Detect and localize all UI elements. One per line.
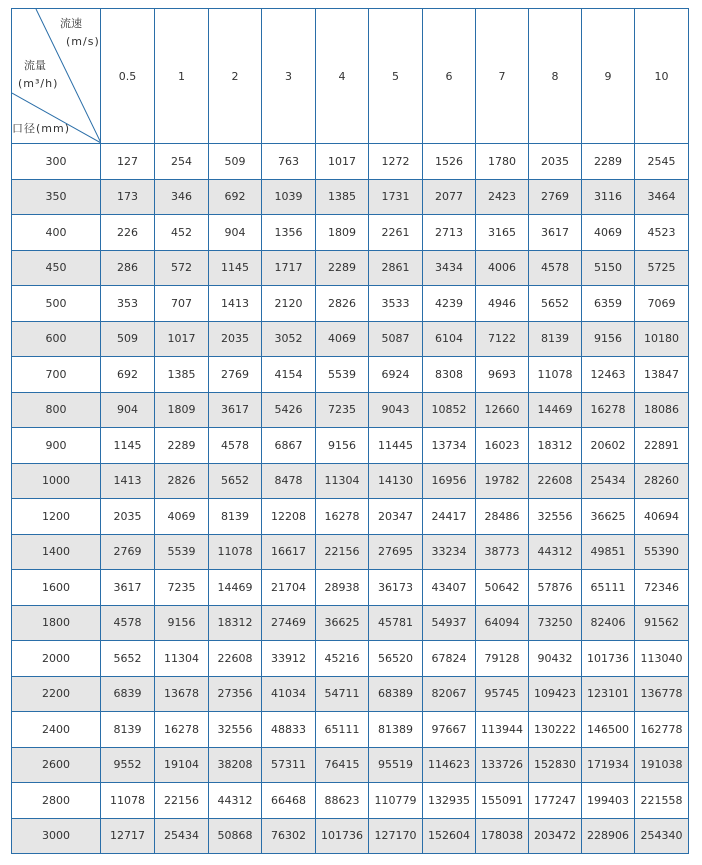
flow-value-cell: 54937 xyxy=(423,605,476,641)
flow-value-cell: 5652 xyxy=(529,286,582,322)
flow-value-cell: 7122 xyxy=(476,321,529,357)
flow-value-cell: 16278 xyxy=(155,712,209,748)
table-row xyxy=(12,783,689,819)
flow-value-cell: 4578 xyxy=(101,605,155,641)
flow-value-cell: 109423 xyxy=(529,676,582,712)
table-row xyxy=(12,712,689,748)
flow-value-cell: 14469 xyxy=(209,570,262,606)
flow-value-cell: 152604 xyxy=(423,818,476,854)
flow-value-cell: 4946 xyxy=(476,286,529,322)
flow-value-cell: 8139 xyxy=(209,499,262,535)
flow-value-cell: 56520 xyxy=(369,641,423,677)
flow-value-cell: 3617 xyxy=(529,215,582,251)
flow-value-cell: 25434 xyxy=(582,463,635,499)
flow-value-cell: 1017 xyxy=(316,144,369,180)
table-row xyxy=(12,179,689,215)
flow-value-cell: 8139 xyxy=(529,321,582,357)
flow-value-cell: 76302 xyxy=(262,818,316,854)
diameter-cell: 1200 xyxy=(12,499,101,535)
diameter-cell: 600 xyxy=(12,321,101,357)
table-row xyxy=(12,570,689,606)
flow-value-cell: 36625 xyxy=(316,605,369,641)
flow-value-cell: 12463 xyxy=(582,357,635,393)
diameter-cell: 900 xyxy=(12,428,101,464)
flow-value-cell: 452 xyxy=(155,215,209,251)
flow-value-cell: 171934 xyxy=(582,747,635,783)
flow-value-cell: 114623 xyxy=(423,747,476,783)
diameter-cell: 450 xyxy=(12,250,101,286)
flow-value-cell: 12717 xyxy=(101,818,155,854)
flow-value-cell: 4523 xyxy=(635,215,689,251)
flow-value-cell: 146500 xyxy=(582,712,635,748)
flow-value-cell: 2261 xyxy=(369,215,423,251)
flow-value-cell: 9693 xyxy=(476,357,529,393)
flow-value-cell: 763 xyxy=(262,144,316,180)
flow-value-cell: 7069 xyxy=(635,286,689,322)
diameter-label: 口径(mm) xyxy=(12,122,71,135)
flow-value-cell: 1145 xyxy=(209,250,262,286)
flow-value-cell: 8139 xyxy=(101,712,155,748)
flow-value-cell: 4006 xyxy=(476,250,529,286)
flow-value-cell: 1017 xyxy=(155,321,209,357)
flow-value-cell: 572 xyxy=(155,250,209,286)
table-row xyxy=(12,534,689,570)
flow-value-cell: 7235 xyxy=(316,392,369,428)
flow-value-cell: 22608 xyxy=(529,463,582,499)
flow-unit: (m³/h) xyxy=(18,77,59,90)
flow-value-cell: 2423 xyxy=(476,179,529,215)
flow-value-cell: 2035 xyxy=(209,321,262,357)
flow-value-cell: 5539 xyxy=(316,357,369,393)
flow-value-cell: 73250 xyxy=(529,605,582,641)
flow-value-cell: 3165 xyxy=(476,215,529,251)
flow-value-cell: 2035 xyxy=(101,499,155,535)
flow-value-cell: 16023 xyxy=(476,428,529,464)
flow-value-cell: 8478 xyxy=(262,463,316,499)
flow-value-cell: 1356 xyxy=(262,215,316,251)
diameter-cell: 2400 xyxy=(12,712,101,748)
table-row xyxy=(12,818,689,854)
diameter-cell: 300 xyxy=(12,144,101,180)
flow-value-cell: 6104 xyxy=(423,321,476,357)
flow-value-cell: 13678 xyxy=(155,676,209,712)
corner-header-cell xyxy=(12,9,101,144)
diameter-cell: 400 xyxy=(12,215,101,251)
flow-value-cell: 16278 xyxy=(316,499,369,535)
flow-value-cell: 177247 xyxy=(529,783,582,819)
flow-value-cell: 11445 xyxy=(369,428,423,464)
flow-value-cell: 28260 xyxy=(635,463,689,499)
flow-value-cell: 22156 xyxy=(155,783,209,819)
flow-value-cell: 1413 xyxy=(209,286,262,322)
flow-value-cell: 12660 xyxy=(476,392,529,428)
speed-header-cell: 6 xyxy=(423,9,476,144)
flow-value-cell: 11304 xyxy=(155,641,209,677)
flow-value-cell: 14130 xyxy=(369,463,423,499)
flow-value-cell: 22891 xyxy=(635,428,689,464)
flow-value-cell: 7235 xyxy=(155,570,209,606)
flow-value-cell: 2713 xyxy=(423,215,476,251)
flow-value-cell: 110779 xyxy=(369,783,423,819)
flow-value-cell: 136778 xyxy=(635,676,689,712)
flow-value-cell: 2120 xyxy=(262,286,316,322)
flow-value-cell: 1413 xyxy=(101,463,155,499)
flow-value-cell: 38208 xyxy=(209,747,262,783)
flow-value-cell: 5539 xyxy=(155,534,209,570)
flow-value-cell: 20347 xyxy=(369,499,423,535)
table-row xyxy=(12,392,689,428)
table-row xyxy=(12,428,689,464)
flow-value-cell: 1385 xyxy=(316,179,369,215)
flow-value-cell: 5652 xyxy=(209,463,262,499)
flow-value-cell: 4578 xyxy=(209,428,262,464)
flow-value-cell: 11078 xyxy=(209,534,262,570)
flow-value-cell: 2077 xyxy=(423,179,476,215)
flow-value-cell: 199403 xyxy=(582,783,635,819)
flow-value-cell: 2861 xyxy=(369,250,423,286)
diameter-cell: 700 xyxy=(12,357,101,393)
flow-value-cell: 1809 xyxy=(155,392,209,428)
flow-value-cell: 4154 xyxy=(262,357,316,393)
flow-value-cell: 5150 xyxy=(582,250,635,286)
flow-value-cell: 3617 xyxy=(101,570,155,606)
flow-value-cell: 3617 xyxy=(209,392,262,428)
speed-header-cell: 0.5 xyxy=(101,9,155,144)
flow-value-cell: 95519 xyxy=(369,747,423,783)
flow-value-cell: 2769 xyxy=(101,534,155,570)
flow-value-cell: 65111 xyxy=(582,570,635,606)
table-row xyxy=(12,641,689,677)
flow-value-cell: 28486 xyxy=(476,499,529,535)
flow-value-cell: 3533 xyxy=(369,286,423,322)
flow-value-cell: 113944 xyxy=(476,712,529,748)
flow-value-cell: 27356 xyxy=(209,676,262,712)
flow-value-cell: 2289 xyxy=(155,428,209,464)
flow-value-cell: 19782 xyxy=(476,463,529,499)
flow-value-cell: 191038 xyxy=(635,747,689,783)
flow-value-cell: 162778 xyxy=(635,712,689,748)
flow-value-cell: 10180 xyxy=(635,321,689,357)
flow-value-cell: 203472 xyxy=(529,818,582,854)
flow-value-cell: 18312 xyxy=(529,428,582,464)
flow-value-cell: 50868 xyxy=(209,818,262,854)
flow-value-cell: 43407 xyxy=(423,570,476,606)
table-row xyxy=(12,463,689,499)
flow-value-cell: 3116 xyxy=(582,179,635,215)
flow-value-cell: 33912 xyxy=(262,641,316,677)
flow-value-cell: 22608 xyxy=(209,641,262,677)
flow-value-cell: 173 xyxy=(101,179,155,215)
diameter-cell: 2600 xyxy=(12,747,101,783)
flow-value-cell: 22156 xyxy=(316,534,369,570)
table-row xyxy=(12,321,689,357)
flow-value-cell: 2545 xyxy=(635,144,689,180)
diameter-cell: 1400 xyxy=(12,534,101,570)
flow-value-cell: 904 xyxy=(209,215,262,251)
speed-unit: (m/s) xyxy=(66,35,100,48)
flow-value-cell: 2769 xyxy=(209,357,262,393)
speed-header-cell: 2 xyxy=(209,9,262,144)
speed-header-cell: 7 xyxy=(476,9,529,144)
flow-value-cell: 18086 xyxy=(635,392,689,428)
flow-value-cell: 82406 xyxy=(582,605,635,641)
flow-value-cell: 54711 xyxy=(316,676,369,712)
table-row xyxy=(12,676,689,712)
flow-value-cell: 2769 xyxy=(529,179,582,215)
flow-value-cell: 44312 xyxy=(209,783,262,819)
flow-value-cell: 254 xyxy=(155,144,209,180)
flow-value-cell: 254340 xyxy=(635,818,689,854)
flow-value-cell: 45216 xyxy=(316,641,369,677)
flow-value-cell: 9156 xyxy=(316,428,369,464)
flow-value-cell: 18312 xyxy=(209,605,262,641)
flow-value-cell: 101736 xyxy=(582,641,635,677)
flow-value-cell: 27469 xyxy=(262,605,316,641)
flow-value-cell: 133726 xyxy=(476,747,529,783)
flow-value-cell: 36625 xyxy=(582,499,635,535)
flow-value-cell: 11304 xyxy=(316,463,369,499)
flow-value-cell: 97667 xyxy=(423,712,476,748)
flow-value-cell: 3464 xyxy=(635,179,689,215)
flow-value-cell: 152830 xyxy=(529,747,582,783)
header-row xyxy=(12,9,689,144)
flow-value-cell: 113040 xyxy=(635,641,689,677)
flow-value-cell: 38773 xyxy=(476,534,529,570)
flow-value-cell: 4069 xyxy=(155,499,209,535)
flow-value-cell: 1780 xyxy=(476,144,529,180)
flow-value-cell: 27695 xyxy=(369,534,423,570)
flow-value-cell: 2289 xyxy=(582,144,635,180)
flow-value-cell: 707 xyxy=(155,286,209,322)
flow-value-cell: 8308 xyxy=(423,357,476,393)
flow-value-cell: 5426 xyxy=(262,392,316,428)
flow-rate-table xyxy=(11,8,689,854)
flow-value-cell: 10852 xyxy=(423,392,476,428)
speed-header-cell: 8 xyxy=(529,9,582,144)
flow-value-cell: 13734 xyxy=(423,428,476,464)
speed-header-cell: 10 xyxy=(635,9,689,144)
flow-value-cell: 72346 xyxy=(635,570,689,606)
flow-value-cell: 692 xyxy=(209,179,262,215)
flow-value-cell: 509 xyxy=(101,321,155,357)
flow-value-cell: 16956 xyxy=(423,463,476,499)
speed-header-cell: 9 xyxy=(582,9,635,144)
flow-value-cell: 28938 xyxy=(316,570,369,606)
table-row xyxy=(12,605,689,641)
flow-value-cell: 40694 xyxy=(635,499,689,535)
speed-header-cell: 4 xyxy=(316,9,369,144)
flow-value-cell: 5725 xyxy=(635,250,689,286)
flow-value-cell: 44312 xyxy=(529,534,582,570)
flow-value-cell: 79128 xyxy=(476,641,529,677)
speed-header-cell: 5 xyxy=(369,9,423,144)
flow-value-cell: 2035 xyxy=(529,144,582,180)
flow-value-cell: 1717 xyxy=(262,250,316,286)
flow-value-cell: 5652 xyxy=(101,641,155,677)
flow-value-cell: 11078 xyxy=(101,783,155,819)
flow-value-cell: 123101 xyxy=(582,676,635,712)
speed-header-cell: 3 xyxy=(262,9,316,144)
flow-value-cell: 9552 xyxy=(101,747,155,783)
flow-value-cell: 91562 xyxy=(635,605,689,641)
flow-value-cell: 101736 xyxy=(316,818,369,854)
speed-label: 流速 xyxy=(60,17,82,30)
flow-value-cell: 226 xyxy=(101,215,155,251)
table-row xyxy=(12,286,689,322)
table-body xyxy=(12,144,689,854)
flow-value-cell: 228906 xyxy=(582,818,635,854)
flow-value-cell: 2826 xyxy=(316,286,369,322)
flow-value-cell: 16278 xyxy=(582,392,635,428)
flow-value-cell: 48833 xyxy=(262,712,316,748)
diameter-cell: 800 xyxy=(12,392,101,428)
diameter-cell: 2800 xyxy=(12,783,101,819)
table-row xyxy=(12,144,689,180)
flow-value-cell: 32556 xyxy=(209,712,262,748)
flow-value-cell: 33234 xyxy=(423,534,476,570)
flow-value-cell: 1145 xyxy=(101,428,155,464)
flow-value-cell: 55390 xyxy=(635,534,689,570)
table-row xyxy=(12,357,689,393)
flow-value-cell: 19104 xyxy=(155,747,209,783)
flow-value-cell: 1385 xyxy=(155,357,209,393)
flow-value-cell: 4578 xyxy=(529,250,582,286)
flow-value-cell: 21704 xyxy=(262,570,316,606)
flow-value-cell: 64094 xyxy=(476,605,529,641)
flow-value-cell: 24417 xyxy=(423,499,476,535)
flow-value-cell: 11078 xyxy=(529,357,582,393)
flow-value-cell: 67824 xyxy=(423,641,476,677)
diameter-cell: 350 xyxy=(12,179,101,215)
table-row xyxy=(12,215,689,251)
flow-value-cell: 904 xyxy=(101,392,155,428)
diameter-cell: 1000 xyxy=(12,463,101,499)
flow-value-cell: 286 xyxy=(101,250,155,286)
diameter-cell: 2000 xyxy=(12,641,101,677)
flow-value-cell: 178038 xyxy=(476,818,529,854)
flow-value-cell: 4069 xyxy=(316,321,369,357)
flow-value-cell: 692 xyxy=(101,357,155,393)
flow-value-cell: 82067 xyxy=(423,676,476,712)
flow-value-cell: 509 xyxy=(209,144,262,180)
flow-value-cell: 6924 xyxy=(369,357,423,393)
flow-value-cell: 6839 xyxy=(101,676,155,712)
flow-value-cell: 221558 xyxy=(635,783,689,819)
flow-value-cell: 49851 xyxy=(582,534,635,570)
flow-value-cell: 36173 xyxy=(369,570,423,606)
flow-value-cell: 6867 xyxy=(262,428,316,464)
flow-value-cell: 127170 xyxy=(369,818,423,854)
flow-value-cell: 45781 xyxy=(369,605,423,641)
flow-value-cell: 155091 xyxy=(476,783,529,819)
flow-value-cell: 57311 xyxy=(262,747,316,783)
diameter-cell: 3000 xyxy=(12,818,101,854)
flow-value-cell: 1526 xyxy=(423,144,476,180)
diameter-cell: 2200 xyxy=(12,676,101,712)
flow-value-cell: 90432 xyxy=(529,641,582,677)
speed-header-cell: 1 xyxy=(155,9,209,144)
flow-value-cell: 1272 xyxy=(369,144,423,180)
flow-value-cell: 127 xyxy=(101,144,155,180)
flow-value-cell: 66468 xyxy=(262,783,316,819)
flow-value-cell: 4069 xyxy=(582,215,635,251)
flow-value-cell: 76415 xyxy=(316,747,369,783)
flow-value-cell: 9156 xyxy=(155,605,209,641)
flow-value-cell: 81389 xyxy=(369,712,423,748)
diameter-cell: 500 xyxy=(12,286,101,322)
flow-value-cell: 2826 xyxy=(155,463,209,499)
flow-value-cell: 132935 xyxy=(423,783,476,819)
flow-label: 流量 xyxy=(24,59,46,72)
flow-value-cell: 3434 xyxy=(423,250,476,286)
flow-value-cell: 1809 xyxy=(316,215,369,251)
flow-value-cell: 32556 xyxy=(529,499,582,535)
flow-value-cell: 3052 xyxy=(262,321,316,357)
flow-value-cell: 20602 xyxy=(582,428,635,464)
flow-value-cell: 6359 xyxy=(582,286,635,322)
flow-value-cell: 41034 xyxy=(262,676,316,712)
flow-value-cell: 5087 xyxy=(369,321,423,357)
flow-value-cell: 2289 xyxy=(316,250,369,286)
flow-value-cell: 353 xyxy=(101,286,155,322)
flow-value-cell: 14469 xyxy=(529,392,582,428)
flow-value-cell: 130222 xyxy=(529,712,582,748)
table-row xyxy=(12,250,689,286)
table-row xyxy=(12,747,689,783)
flow-value-cell: 50642 xyxy=(476,570,529,606)
flow-value-cell: 1039 xyxy=(262,179,316,215)
flow-value-cell: 57876 xyxy=(529,570,582,606)
flow-value-cell: 16617 xyxy=(262,534,316,570)
flow-value-cell: 4239 xyxy=(423,286,476,322)
flow-value-cell: 12208 xyxy=(262,499,316,535)
flow-value-cell: 68389 xyxy=(369,676,423,712)
flow-table-container xyxy=(11,8,689,854)
flow-value-cell: 95745 xyxy=(476,676,529,712)
flow-value-cell: 346 xyxy=(155,179,209,215)
diameter-cell: 1600 xyxy=(12,570,101,606)
diameter-cell: 1800 xyxy=(12,605,101,641)
flow-value-cell: 25434 xyxy=(155,818,209,854)
flow-value-cell: 9156 xyxy=(582,321,635,357)
flow-value-cell: 13847 xyxy=(635,357,689,393)
flow-value-cell: 65111 xyxy=(316,712,369,748)
table-row xyxy=(12,499,689,535)
flow-value-cell: 1731 xyxy=(369,179,423,215)
flow-value-cell: 88623 xyxy=(316,783,369,819)
flow-value-cell: 9043 xyxy=(369,392,423,428)
